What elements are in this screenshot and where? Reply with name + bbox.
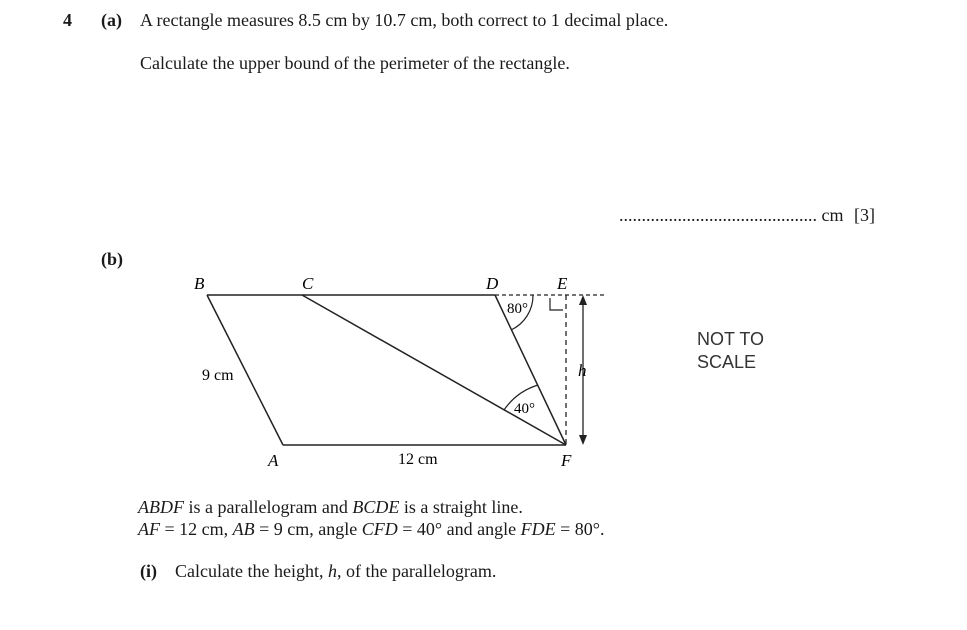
label-angle-80: 80° bbox=[507, 301, 528, 317]
not-to-scale-note bbox=[697, 328, 764, 374]
right-angle-marker bbox=[550, 298, 563, 310]
label-c: C bbox=[302, 274, 314, 293]
side-df bbox=[495, 295, 566, 445]
label-f: F bbox=[561, 451, 572, 470]
part-a-text: A rectangle measures 8.5 cm by 10.7 cm, both correct to 1 decimal place. bbox=[140, 10, 669, 30]
part-a-label: (a) bbox=[101, 10, 122, 30]
part-a-instruction: Calculate the upper bound of the perimeter of the rectangle. bbox=[140, 53, 570, 73]
answer-unit: cm bbox=[821, 205, 844, 225]
label-a: A bbox=[268, 451, 279, 470]
part-b-statement bbox=[138, 496, 604, 540]
sub-i-label: (i) bbox=[140, 561, 157, 581]
not-to-scale-line2: SCALE bbox=[697, 352, 757, 372]
label-b: B bbox=[194, 274, 205, 293]
sub-question-i: (i) Calculate the height, h, of the parallelogram. bbox=[140, 561, 497, 581]
height-arrow-bottom bbox=[579, 435, 587, 445]
not-to-scale-line1: NOT TO bbox=[697, 329, 765, 349]
label-side-af: 12 cm bbox=[398, 451, 438, 468]
label-d: D bbox=[486, 274, 499, 293]
label-side-ab: 9 cm bbox=[202, 367, 234, 384]
part-b-label: (b) bbox=[101, 249, 123, 269]
label-e: E bbox=[557, 274, 568, 293]
answer-dots: ............................................ bbox=[619, 205, 817, 225]
statement-line2: AF = 12 cm, AB = 9 cm, angle CFD = 40° and angle FDE = 80°. bbox=[138, 519, 605, 539]
marks: [3] bbox=[854, 205, 875, 225]
label-angle-40: 40° bbox=[514, 401, 535, 417]
label-height-h: h bbox=[578, 361, 587, 380]
statement-line1: ABDF is a parallelogram and BCDE is a straight line. bbox=[138, 497, 523, 517]
height-arrow-top bbox=[579, 295, 587, 305]
question-number: 4 bbox=[63, 10, 72, 30]
